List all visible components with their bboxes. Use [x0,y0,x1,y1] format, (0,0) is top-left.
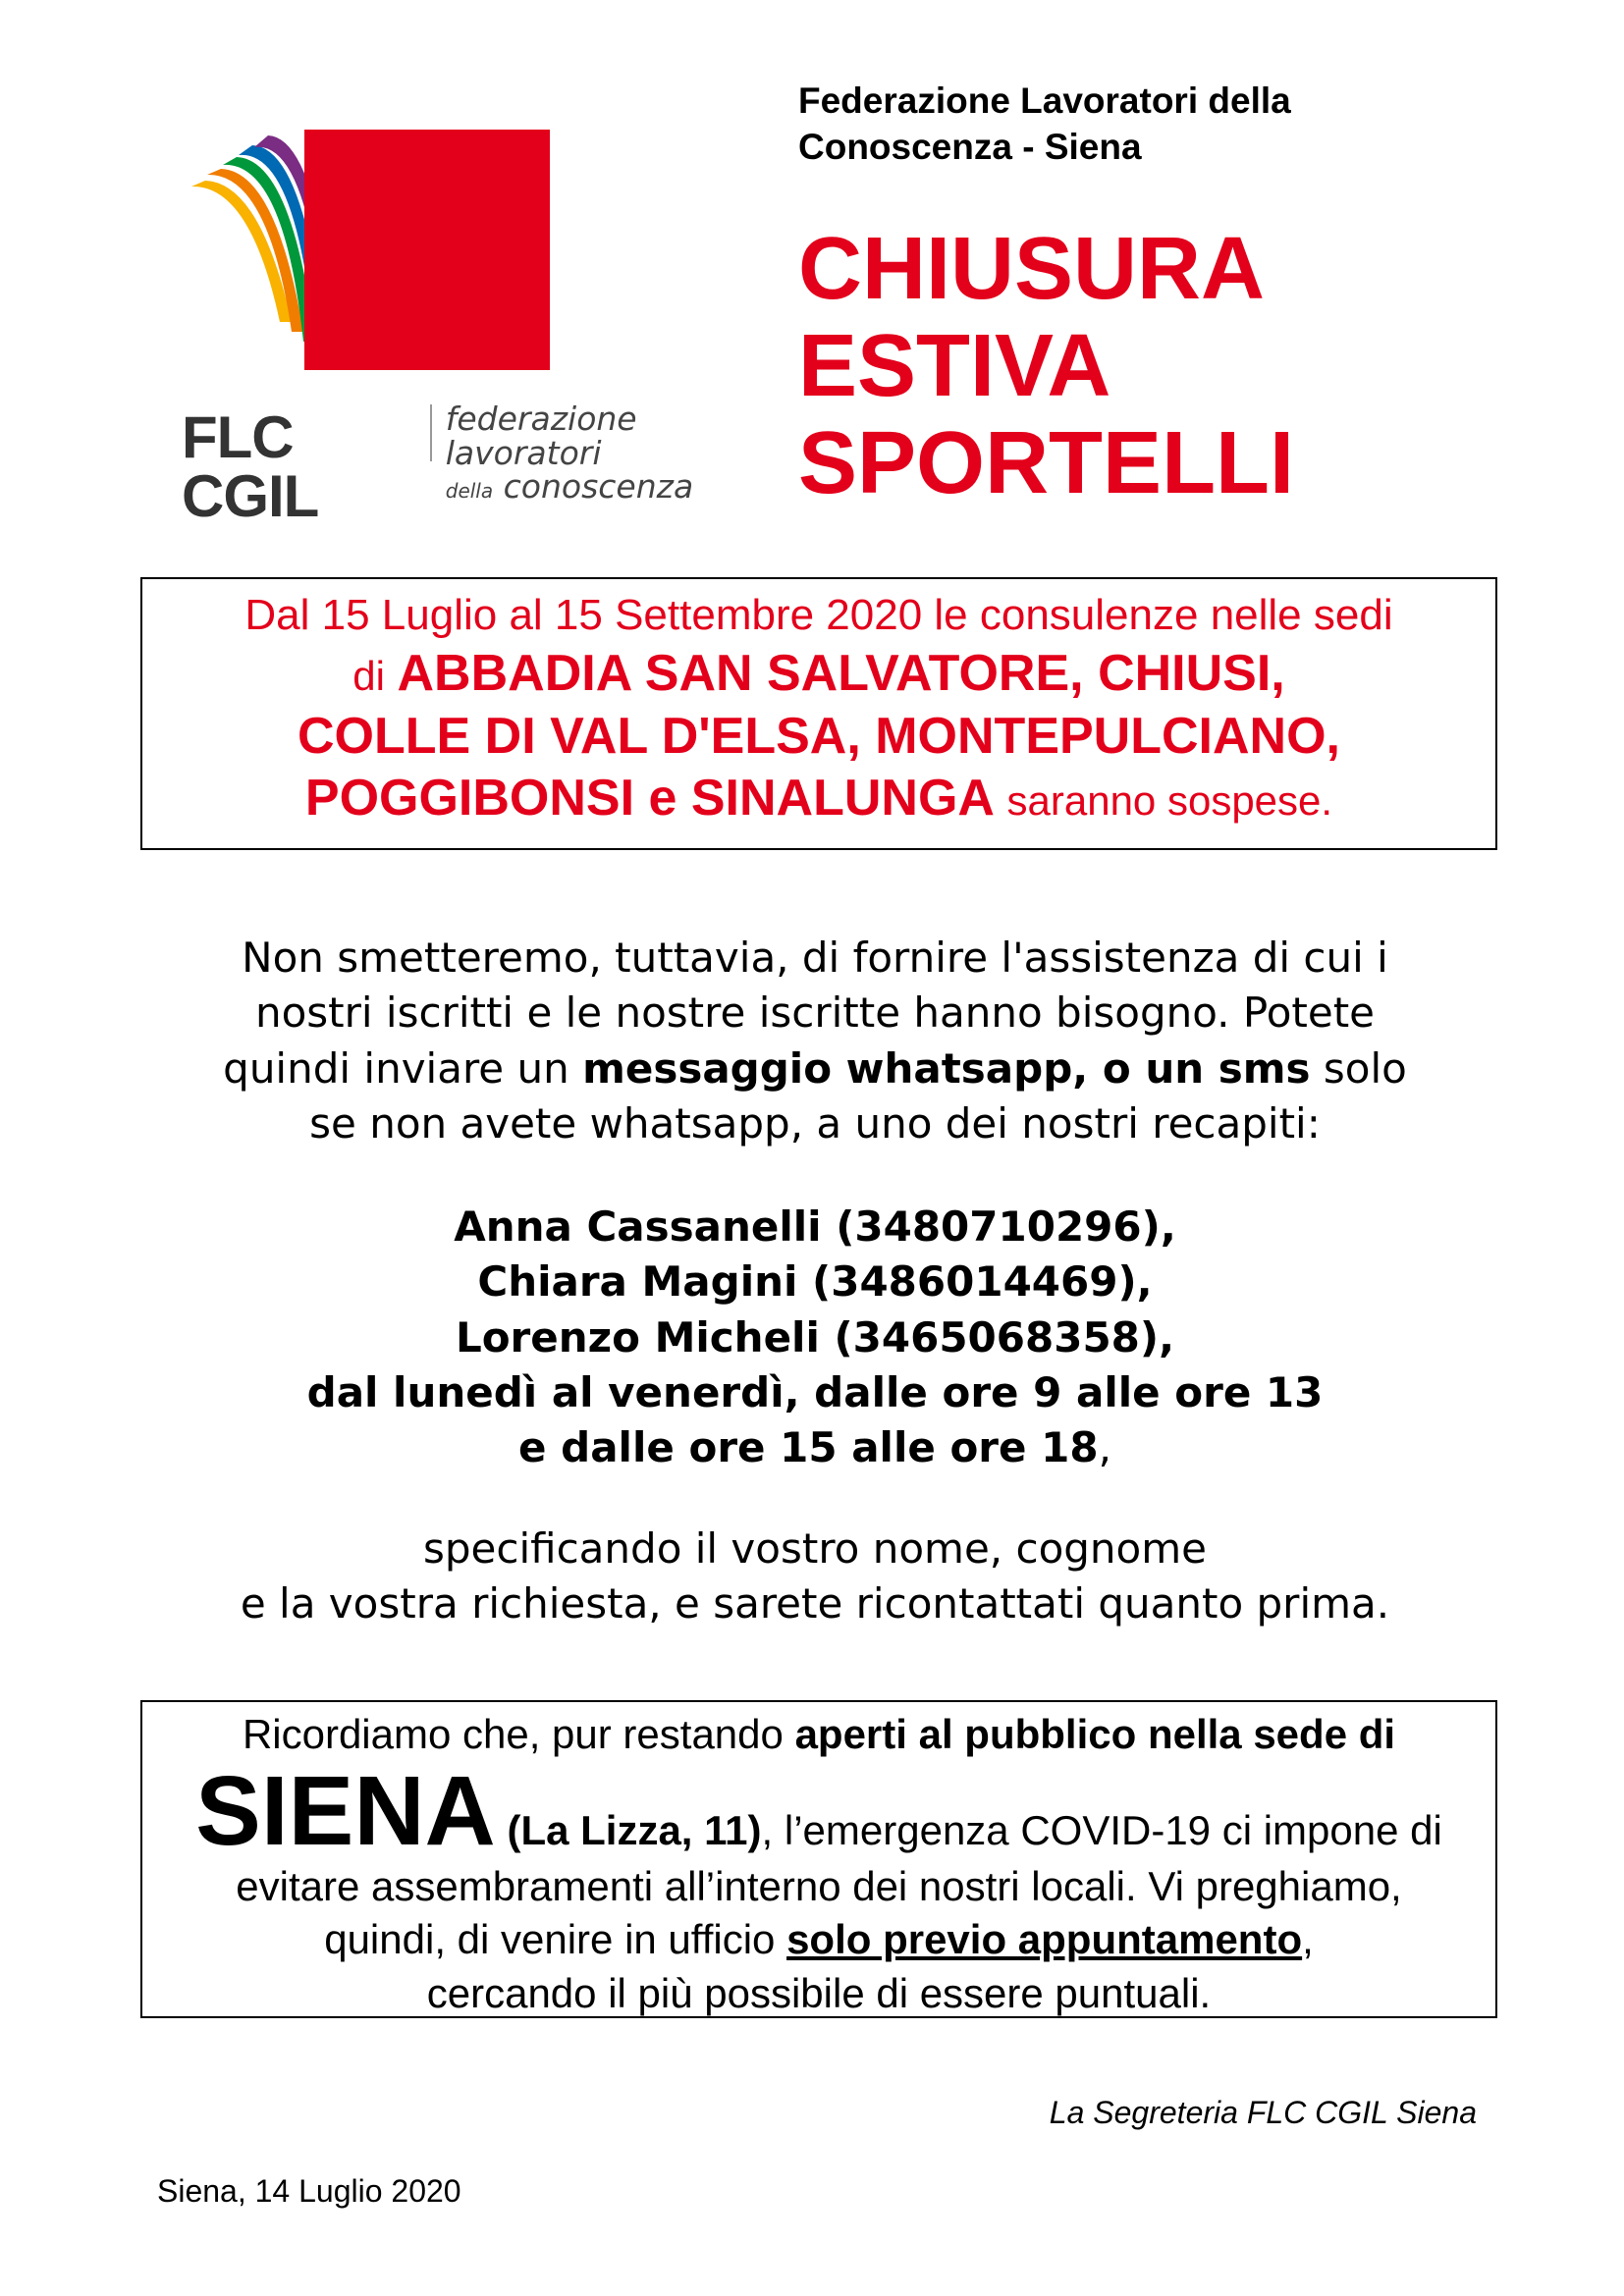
closure-places-line-1 [142,643,1495,705]
logo-text [182,400,761,529]
siena-line-2-post: , l’emergenza COVID-19 ci impone di [761,1806,1442,1853]
contact-hours-2-line [118,1420,1512,1475]
body-line-3-bold: messaggio whatsapp, o un sms [582,1043,1311,1093]
closure-di: di [352,653,385,700]
body-line-2: nostri iscritti e le nostre iscritte hanno bisogno. Potete [254,988,1376,1038]
logo-brand: FLC CGIL [182,404,319,529]
specify-paragraph [118,1522,1512,1632]
body-line-4: se non avete whatsapp, a uno dei nostri recapiti: [309,1098,1321,1148]
siena-city: SIENA [195,1755,496,1866]
org-line-1: Federazione Lavoratori della [798,80,1291,121]
siena-address: (La Lizza, 11) [507,1806,762,1853]
closure-places-line-2: COLLE DI VAL D'ELSA, MONTEPULCIANO, [297,707,1340,765]
specify-line-2: e la vostra richiesta, e sarete ricontattati quanto prima. [240,1579,1390,1629]
assistance-paragraph [118,931,1512,1151]
closure-dates-line: Dal 15 Luglio al 15 Settembre 2020 le consulenze nelle sedi [244,591,1393,639]
logo-tagline-prefix: della [445,479,494,504]
specify-line-1: specificando il vostro nome, cognome [422,1524,1208,1573]
siena-line-5: cercando il più possibile di essere puntuali. [426,1969,1212,2016]
contact-hours-1: dal lunedì al venerdì, dalle ore 9 alle ore 13 [306,1367,1324,1416]
contact-chiara: Chiara Magini (3486014469), [477,1257,1153,1307]
contact-hours-2: e dalle ore 15 alle ore 18 [518,1423,1099,1472]
contact-anna: Anna Cassanelli (3480710296), [454,1202,1176,1251]
contacts-list [118,1200,1512,1475]
appointment-only: solo previo appuntamento [786,1916,1303,1963]
headline-line-2: ESTIVA [798,317,1111,415]
logo-fan-graphic [182,126,653,381]
closure-places-3: POGGIBONSI e SINALUNGA [304,770,994,828]
body-line-1: Non smetteremo, tuttavia, di fornire l'assistenza di cui i [242,934,1388,982]
siena-line-4 [142,1913,1495,1967]
body-line-3-pre: quindi inviare un [223,1043,569,1093]
flc-cgil-logo [182,126,761,529]
siena-line-3: evitare assembramenti all’interno dei nostri locali. Vi preghiamo, [236,1862,1402,1909]
siena-line-2 [142,1755,1495,1866]
logo-tagline-2 [445,467,761,507]
closure-places-line-3 [142,768,1495,829]
document-date: Siena, 14 Luglio 2020 [157,2173,461,2209]
siena-line-1-pre: Ricordiamo che, pur restando [242,1711,784,1757]
closure-notice-box [140,577,1497,850]
siena-line-1 [142,1708,1495,1762]
org-line-2: Conoscenza - Siena [798,126,1142,167]
logo-separator [430,404,432,461]
organization-name [798,79,1291,171]
siena-line-4-pre: quindi, di venire in ufficio [324,1916,776,1963]
headline [798,221,1294,512]
logo-tagline-1: federazione lavoratori [445,400,637,472]
headline-line-3: SPORTELLI [798,414,1295,512]
contact-lorenzo: Lorenzo Micheli (3465068358), [455,1312,1175,1362]
logo-tagline-word: conoscenza [503,467,694,507]
signature: La Segreteria FLC CGIL Siena [1049,2095,1477,2130]
body-line-3 [118,1041,1512,1096]
body-line-3-post: solo [1323,1043,1407,1093]
closure-suffix: saranno sospese. [1006,777,1333,825]
closure-places-1: ABBADIA SAN SALVATORE, CHIUSI, [397,645,1285,703]
siena-line-1-bold: aperti al pubblico nella sede di [794,1711,1396,1757]
contact-hours-2-comma: , [1098,1423,1111,1472]
headline-line-1: CHIUSURA [798,220,1266,318]
siena-line-4-post: , [1302,1916,1314,1963]
siena-office-box [140,1700,1497,2018]
